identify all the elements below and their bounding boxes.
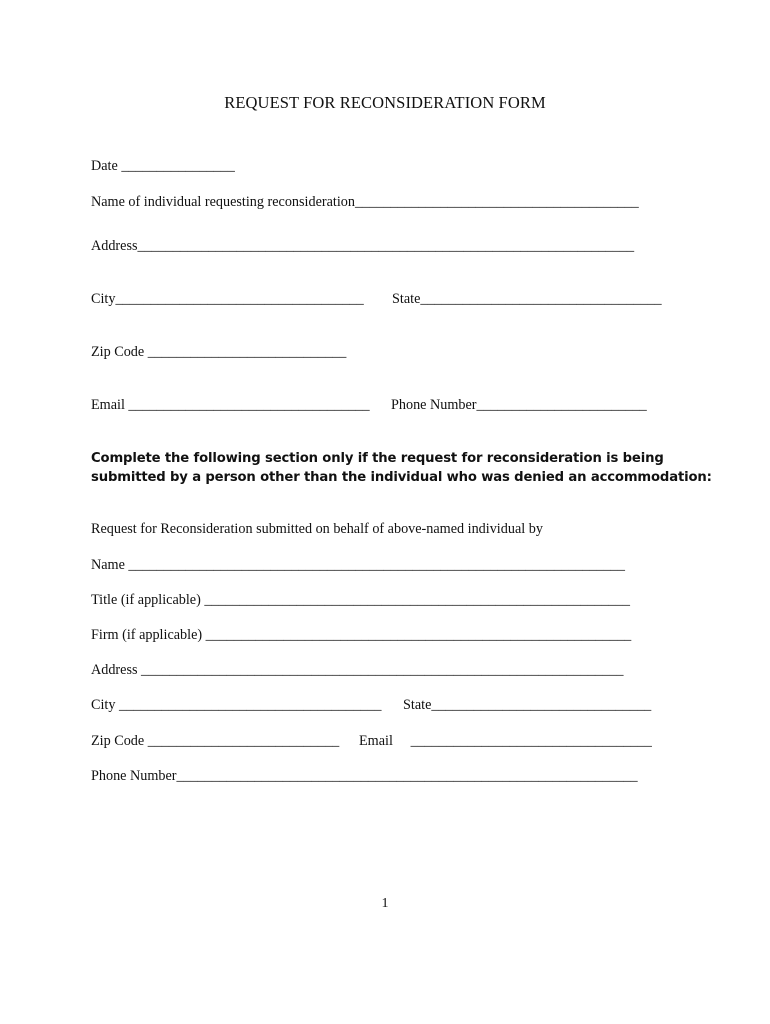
notice-line-2: submitted by a person other than the individual who was denied an accommodation: — [91, 470, 712, 485]
page-number: 1 — [381, 896, 389, 911]
rep-name-field[interactable]: Name ______________________________________________________________________ — [91, 557, 625, 573]
state-field[interactable]: State__________________________________ — [392, 291, 662, 307]
phone-number-field[interactable]: Phone Number________________________ — [391, 397, 647, 413]
rep-state-field[interactable]: State_______________________________ — [403, 697, 652, 713]
rep-phone-number-field[interactable]: Phone Number_________________________________________________________________ — [91, 768, 638, 784]
form-title: REQUEST FOR RECONSIDERATION FORM — [224, 93, 546, 112]
rep-address-field[interactable]: Address ____________________________________________________________________ — [91, 662, 624, 678]
requester-name-field[interactable]: Name of individual requesting reconsideration________________________________________ — [91, 194, 639, 210]
email-field[interactable]: Email __________________________________ — [91, 397, 370, 413]
zip-code-field[interactable]: Zip Code ____________________________ — [91, 344, 347, 360]
rep-firm-field[interactable]: Firm (if applicable) ____________________________________________________________ — [91, 627, 632, 643]
rep-email-field[interactable]: Email __________________________________ — [359, 733, 652, 749]
address-field[interactable]: Address______________________________________________________________________ — [91, 238, 635, 254]
rep-city-field[interactable]: City _____________________________________ — [91, 697, 382, 713]
on-behalf-intro: Request for Reconsideration submitted on behalf of above-named individual by — [91, 521, 543, 537]
rep-title-field[interactable]: Title (if applicable) ____________________________________________________________ — [91, 592, 630, 608]
date-field[interactable]: Date ________________ — [91, 158, 235, 174]
third-party-notice — [91, 449, 731, 487]
notice-line-1: Complete the following section only if the request for reconsideration is being — [91, 451, 664, 466]
rep-zip-code-field[interactable]: Zip Code ___________________________ — [91, 733, 340, 749]
city-field[interactable]: City___________________________________ — [91, 291, 364, 307]
